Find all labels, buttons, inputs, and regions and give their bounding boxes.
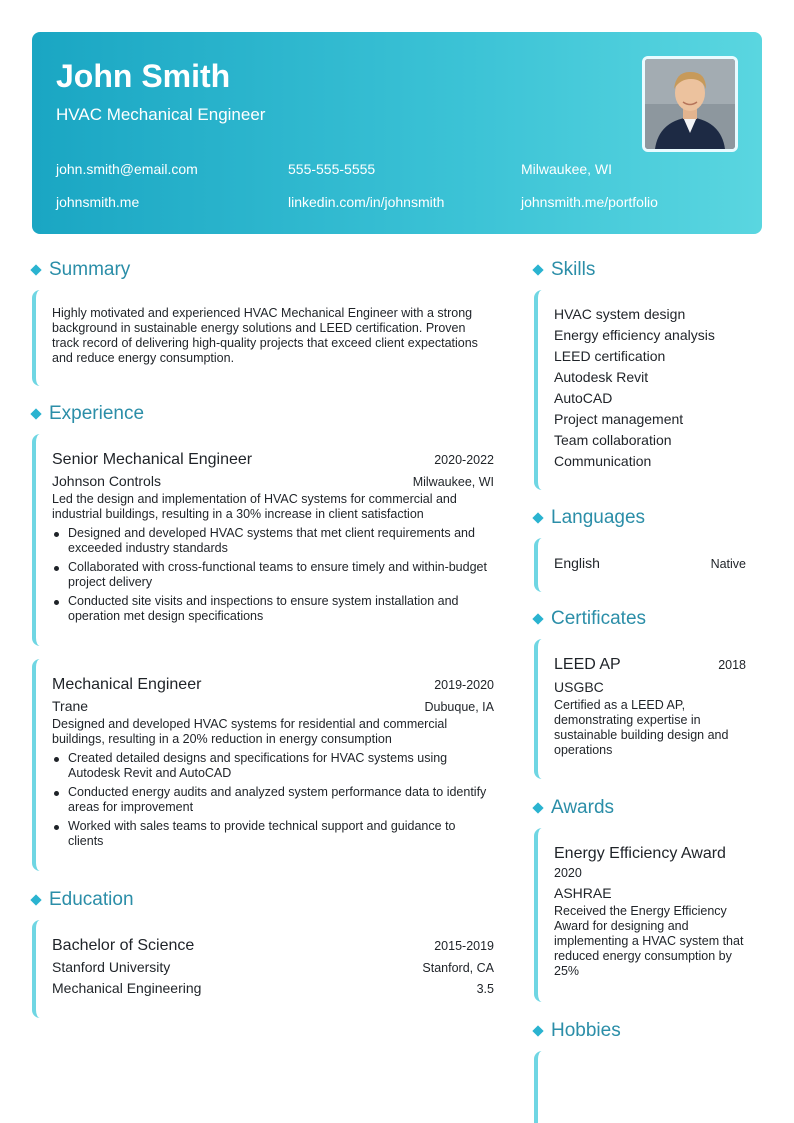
section-title: Hobbies — [551, 1020, 621, 1041]
diamond-bullet-icon — [532, 613, 543, 624]
certificate-year: 2018 — [718, 658, 746, 672]
experience-item — [32, 434, 498, 646]
contact-phone[interactable]: 555-555-5555 — [288, 161, 376, 177]
summary-heading — [32, 258, 130, 282]
skill-item: Team collaboration — [554, 432, 672, 448]
experience-item — [32, 659, 498, 871]
job-dates: 2020-2022 — [434, 453, 494, 467]
skill-item: HVAC system design — [554, 306, 686, 322]
section-title: Awards — [551, 797, 615, 818]
award-description: Received the Energy Efficiency Award for designing and implementing a HVAC system that reduced energy consumption by 25% — [554, 904, 744, 978]
job-bullets — [52, 751, 494, 849]
contact-portfolio[interactable]: johnsmith.me/portfolio — [521, 194, 658, 210]
list-item: Collaborated with cross-functional teams to ensure timely and within-budget project delivery — [52, 560, 494, 590]
resume-header — [32, 32, 762, 234]
contact-location: Milwaukee, WI — [521, 161, 613, 177]
education-gpa: 3.5 — [476, 982, 494, 996]
job-role: Mechanical Engineer — [52, 676, 202, 693]
section-title: Summary — [49, 259, 131, 280]
job-company: Trane — [52, 698, 89, 714]
diamond-bullet-icon — [532, 802, 543, 813]
diamond-bullet-icon — [532, 264, 543, 275]
job-description: Led the design and implementation of HVAC systems for commercial and industrial buildings, resulting in a 30% increase in client satisfaction — [52, 492, 457, 521]
job-location: Milwaukee, WI — [412, 475, 494, 489]
diamond-bullet-icon — [532, 512, 543, 523]
certificates-heading — [534, 607, 646, 631]
job-bullets — [52, 526, 494, 624]
candidate-title: HVAC Mechanical Engineer — [56, 105, 266, 124]
list-item: Worked with sales teams to provide technical support and guidance to clients — [52, 819, 494, 849]
awards-heading — [534, 796, 614, 820]
diamond-bullet-icon — [532, 1025, 543, 1036]
award-name: Energy Efficiency Award — [554, 845, 726, 862]
list-item: Conducted site visits and inspections to ensure system installation and operation met design specifications — [52, 594, 494, 624]
languages-heading — [534, 506, 645, 530]
summary-text: Highly motivated and experienced HVAC Mechanical Engineer with a strong background in sustainable energy solutions and LEED certification. Proven track record of delivering high-quality projects that exceed client expectations and reduce energy consumption. — [52, 306, 478, 365]
list-item: Created detailed designs and specifications for HVAC systems using Autodesk Revit and AutoCAD — [52, 751, 494, 781]
candidate-name: John Smith — [56, 58, 231, 94]
languages-card — [534, 538, 762, 592]
job-description: Designed and developed HVAC systems for residential and commercial buildings, resulting in a 20% reduction in energy consumption — [52, 717, 448, 746]
education-card — [32, 920, 498, 1018]
education-field: Mechanical Engineering — [52, 980, 202, 996]
certificate-description: Certified as a LEED AP, demonstrating expertise in sustainable building design and operations — [554, 698, 729, 757]
education-school: Stanford University — [52, 959, 171, 975]
skill-item: Communication — [554, 453, 652, 469]
list-item: Conducted energy audits and analyzed system performance data to identify areas for improvement — [52, 785, 494, 815]
language-name: English — [554, 555, 600, 571]
section-title: Certificates — [551, 608, 647, 629]
section-title: Education — [49, 889, 134, 910]
hobbies-card — [534, 1051, 762, 1123]
diamond-bullet-icon — [30, 264, 41, 275]
list-item: Designed and developed HVAC systems that met client requirements and exceeded industry standards — [52, 526, 494, 556]
diamond-bullet-icon — [30, 894, 41, 905]
skill-item: Autodesk Revit — [554, 369, 649, 385]
skill-item: Energy efficiency analysis — [554, 327, 715, 343]
skill-item: Project management — [554, 411, 684, 427]
experience-heading — [32, 402, 144, 426]
skills-heading — [534, 258, 595, 282]
profile-photo-illustration — [645, 59, 735, 149]
award-issuer: ASHRAE — [554, 885, 612, 901]
profile-photo — [642, 56, 738, 152]
education-degree: Bachelor of Science — [52, 937, 195, 954]
hobbies-heading — [534, 1019, 621, 1043]
certificate-issuer: USGBC — [554, 679, 604, 695]
award-year: 2020 — [554, 866, 582, 880]
education-location: Stanford, CA — [422, 961, 494, 975]
section-title: Experience — [49, 403, 145, 424]
job-dates: 2019-2020 — [434, 678, 494, 692]
job-location: Dubuque, IA — [424, 700, 494, 714]
skill-item: AutoCAD — [554, 390, 613, 406]
education-heading — [32, 888, 134, 912]
job-role: Senior Mechanical Engineer — [52, 451, 253, 468]
contact-website[interactable]: johnsmith.me — [56, 194, 140, 210]
certificate-name: LEED AP — [554, 656, 621, 673]
job-company: Johnson Controls — [52, 473, 161, 489]
skills-card — [534, 290, 762, 490]
contact-linkedin[interactable]: linkedin.com/in/johnsmith — [288, 194, 445, 210]
section-title: Languages — [551, 507, 646, 528]
certificate-card — [534, 639, 762, 779]
skill-item: LEED certification — [554, 348, 666, 364]
contact-email[interactable]: john.smith@email.com — [56, 161, 198, 177]
education-dates: 2015-2019 — [434, 939, 494, 953]
language-level: Native — [710, 557, 746, 571]
award-card — [534, 828, 762, 1002]
section-title: Skills — [551, 259, 596, 280]
diamond-bullet-icon — [30, 408, 41, 419]
summary-card — [32, 290, 498, 386]
